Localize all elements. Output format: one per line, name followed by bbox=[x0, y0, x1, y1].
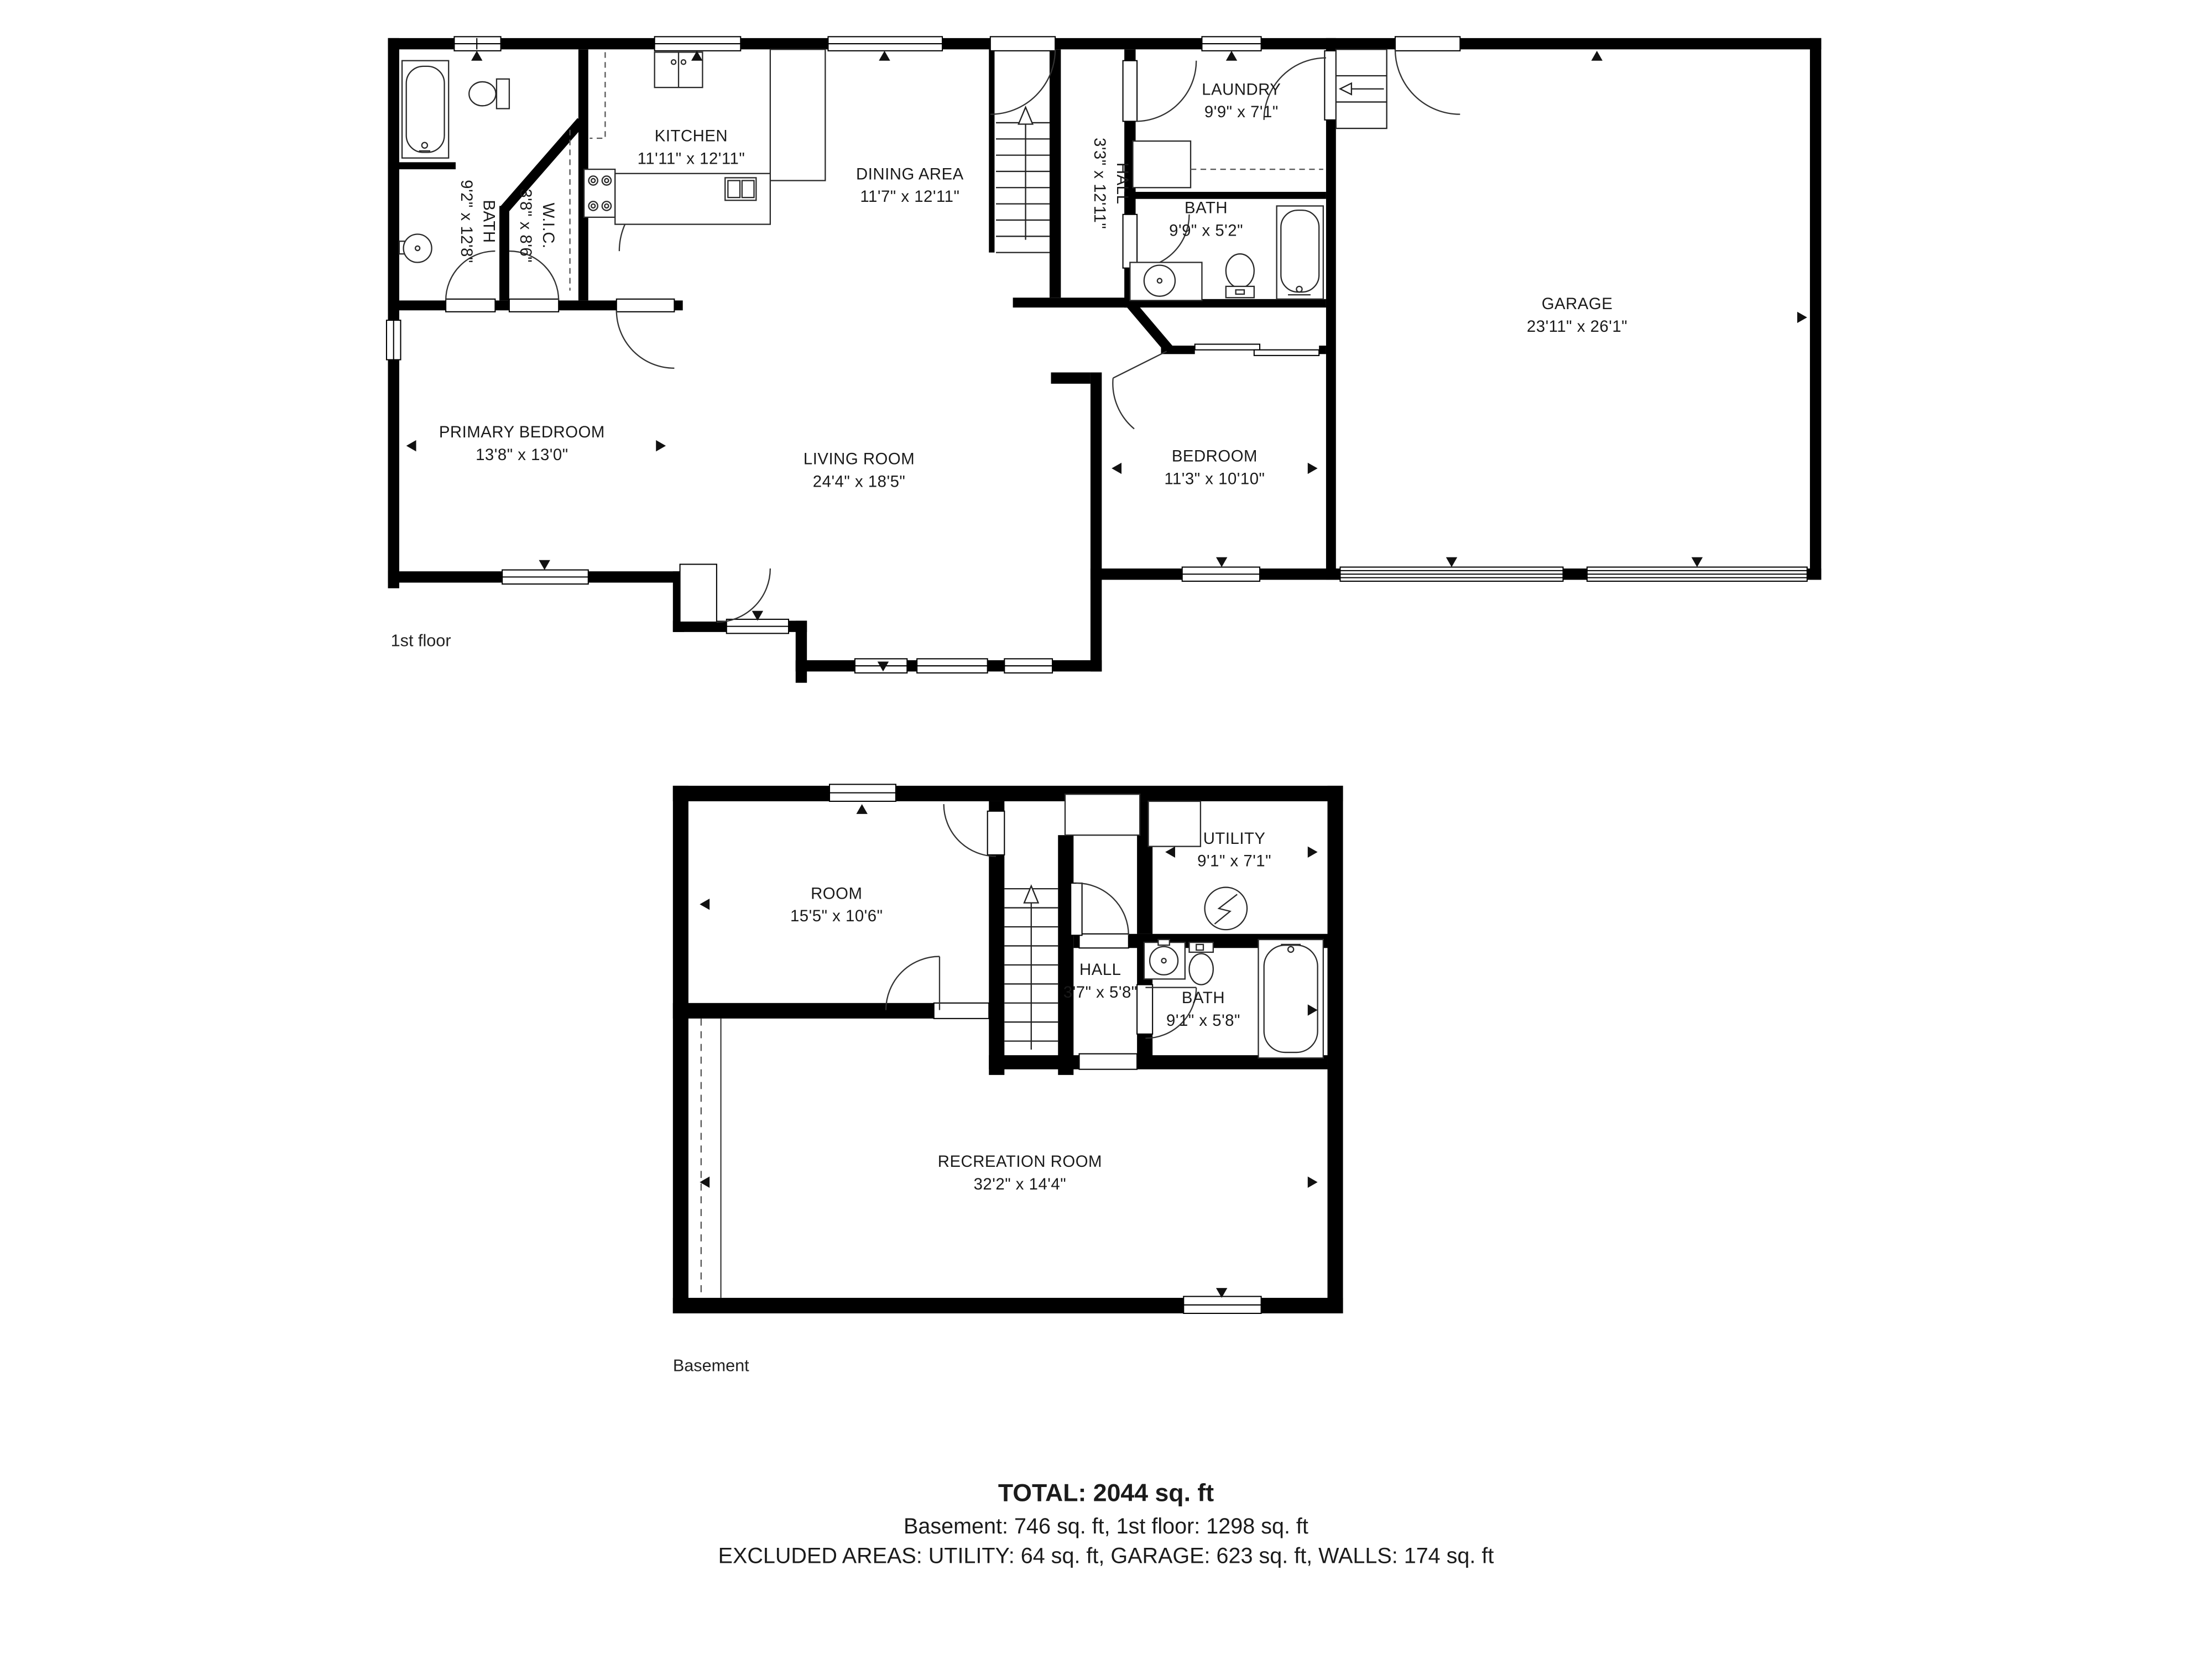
room-name: DINING AREA bbox=[856, 166, 964, 184]
room-name: BATH bbox=[1181, 990, 1225, 1008]
stairs-basement bbox=[1004, 886, 1058, 1050]
room-dims: 3'3" x 12'11" bbox=[1090, 137, 1108, 229]
room-dims: 9'9" x 5'2" bbox=[1169, 223, 1244, 240]
room-label-basement-bath bbox=[1166, 989, 1240, 1034]
room-name: BATH bbox=[479, 200, 497, 243]
room-label-dining bbox=[856, 165, 964, 210]
stairs-first-floor bbox=[996, 107, 1050, 253]
room-name: W.I.C. bbox=[539, 202, 556, 249]
room-label-living-room bbox=[804, 450, 915, 495]
room-dims: 15'5" x 10'6" bbox=[790, 908, 883, 926]
room-name: HALL bbox=[1113, 162, 1130, 205]
room-label-bedroom bbox=[1164, 447, 1265, 492]
room-label-hall-bath bbox=[1169, 199, 1243, 244]
sink-icon bbox=[399, 234, 432, 262]
toilet-icon bbox=[1226, 254, 1254, 298]
bathtub-icon bbox=[1258, 940, 1323, 1058]
upper-cabinets-dashed bbox=[589, 52, 605, 138]
water-heater bbox=[1149, 801, 1201, 847]
room-dims: 9'2" x 12'8" bbox=[457, 180, 474, 263]
laundry-closet bbox=[1133, 141, 1191, 187]
basement-window-mullions bbox=[830, 793, 1261, 1305]
room-name: GARAGE bbox=[1541, 296, 1613, 314]
room-label-garage bbox=[1527, 295, 1627, 340]
room-label-laundry bbox=[1202, 81, 1281, 126]
room-dims: 23'11" x 26'1" bbox=[1526, 319, 1628, 336]
room-label-wic bbox=[512, 189, 557, 263]
room-name: UTILITY bbox=[1203, 831, 1266, 848]
garage-steps bbox=[1336, 49, 1387, 128]
room-label-recreation bbox=[938, 1153, 1102, 1198]
room-dims: 11'11" x 12'11" bbox=[637, 150, 745, 168]
room-label-primary-bedroom bbox=[439, 424, 605, 468]
room-name: ROOM bbox=[811, 886, 863, 903]
room-name: PRIMARY BEDROOM bbox=[439, 425, 605, 442]
hall-closet bbox=[1065, 794, 1140, 835]
room-dims: 3'7" x 5'8" bbox=[1063, 984, 1138, 1002]
room-dims: 9'1" x 7'1" bbox=[1197, 853, 1272, 870]
bathtub-icon bbox=[1277, 206, 1323, 299]
area-summary bbox=[0, 1478, 2212, 1572]
measure-markers bbox=[406, 51, 1807, 1298]
room-dims: 24'4" x 18'5" bbox=[812, 474, 906, 491]
kitchen-sink-icon bbox=[725, 178, 756, 200]
room-label-kitchen bbox=[638, 127, 745, 172]
room-dims: 11'3" x 10'10" bbox=[1164, 471, 1265, 488]
stove-icon bbox=[584, 169, 615, 217]
electrical-panel-icon bbox=[1205, 888, 1248, 930]
sink-icon bbox=[1130, 262, 1202, 300]
room-label-basement-hall bbox=[1063, 961, 1138, 1006]
first-floor-walls bbox=[388, 38, 1822, 683]
room-label-basement-room bbox=[790, 885, 883, 930]
room-dims: 9'9" x 7'1" bbox=[1204, 104, 1279, 122]
room-label-utility bbox=[1197, 830, 1271, 874]
room-label-primary-bath bbox=[453, 180, 498, 263]
excluded-areas-text: EXCLUDED AREAS: UTILITY: 64 sq. ft, GARAGE: 623 sq. ft, WALLS: 174 sq. ft bbox=[718, 1545, 1494, 1569]
room-name: LAUNDRY bbox=[1202, 82, 1281, 99]
room-dims: 32'2" x 14'4" bbox=[973, 1176, 1067, 1194]
room-name: KITCHEN bbox=[654, 128, 728, 146]
room-name: BATH bbox=[1185, 200, 1228, 218]
sink-icon bbox=[1144, 940, 1185, 979]
first-floor-plan bbox=[387, 36, 1821, 682]
door-arcs bbox=[446, 49, 1460, 622]
room-dims: 11'7" x 12'11" bbox=[860, 189, 960, 206]
rec-room-beam-lines bbox=[701, 1019, 721, 1298]
toilet-icon bbox=[1189, 942, 1213, 985]
room-name: LIVING ROOM bbox=[803, 451, 915, 469]
room-label-hall bbox=[1087, 138, 1131, 229]
basement-openings bbox=[830, 784, 1261, 1313]
room-dims: 13'8" x 13'0" bbox=[476, 447, 568, 465]
room-name: HALL bbox=[1079, 962, 1121, 979]
room-dims: 3'8" x 8'6" bbox=[516, 189, 534, 263]
floor-caption-first: 1st floor bbox=[390, 630, 451, 651]
floor-areas-text: Basement: 746 sq. ft, 1st floor: 1298 sq. ft bbox=[903, 1515, 1308, 1540]
room-name: BEDROOM bbox=[1171, 448, 1258, 466]
floor-caption-basement: Basement bbox=[672, 1355, 749, 1376]
room-name: RECREATION ROOM bbox=[937, 1154, 1102, 1171]
toilet-icon bbox=[469, 79, 509, 109]
total-area-text: TOTAL: 2044 sq. ft bbox=[998, 1478, 1214, 1507]
room-dims: 9'1" x 5'8" bbox=[1166, 1013, 1240, 1030]
bathtub-icon bbox=[402, 61, 448, 158]
